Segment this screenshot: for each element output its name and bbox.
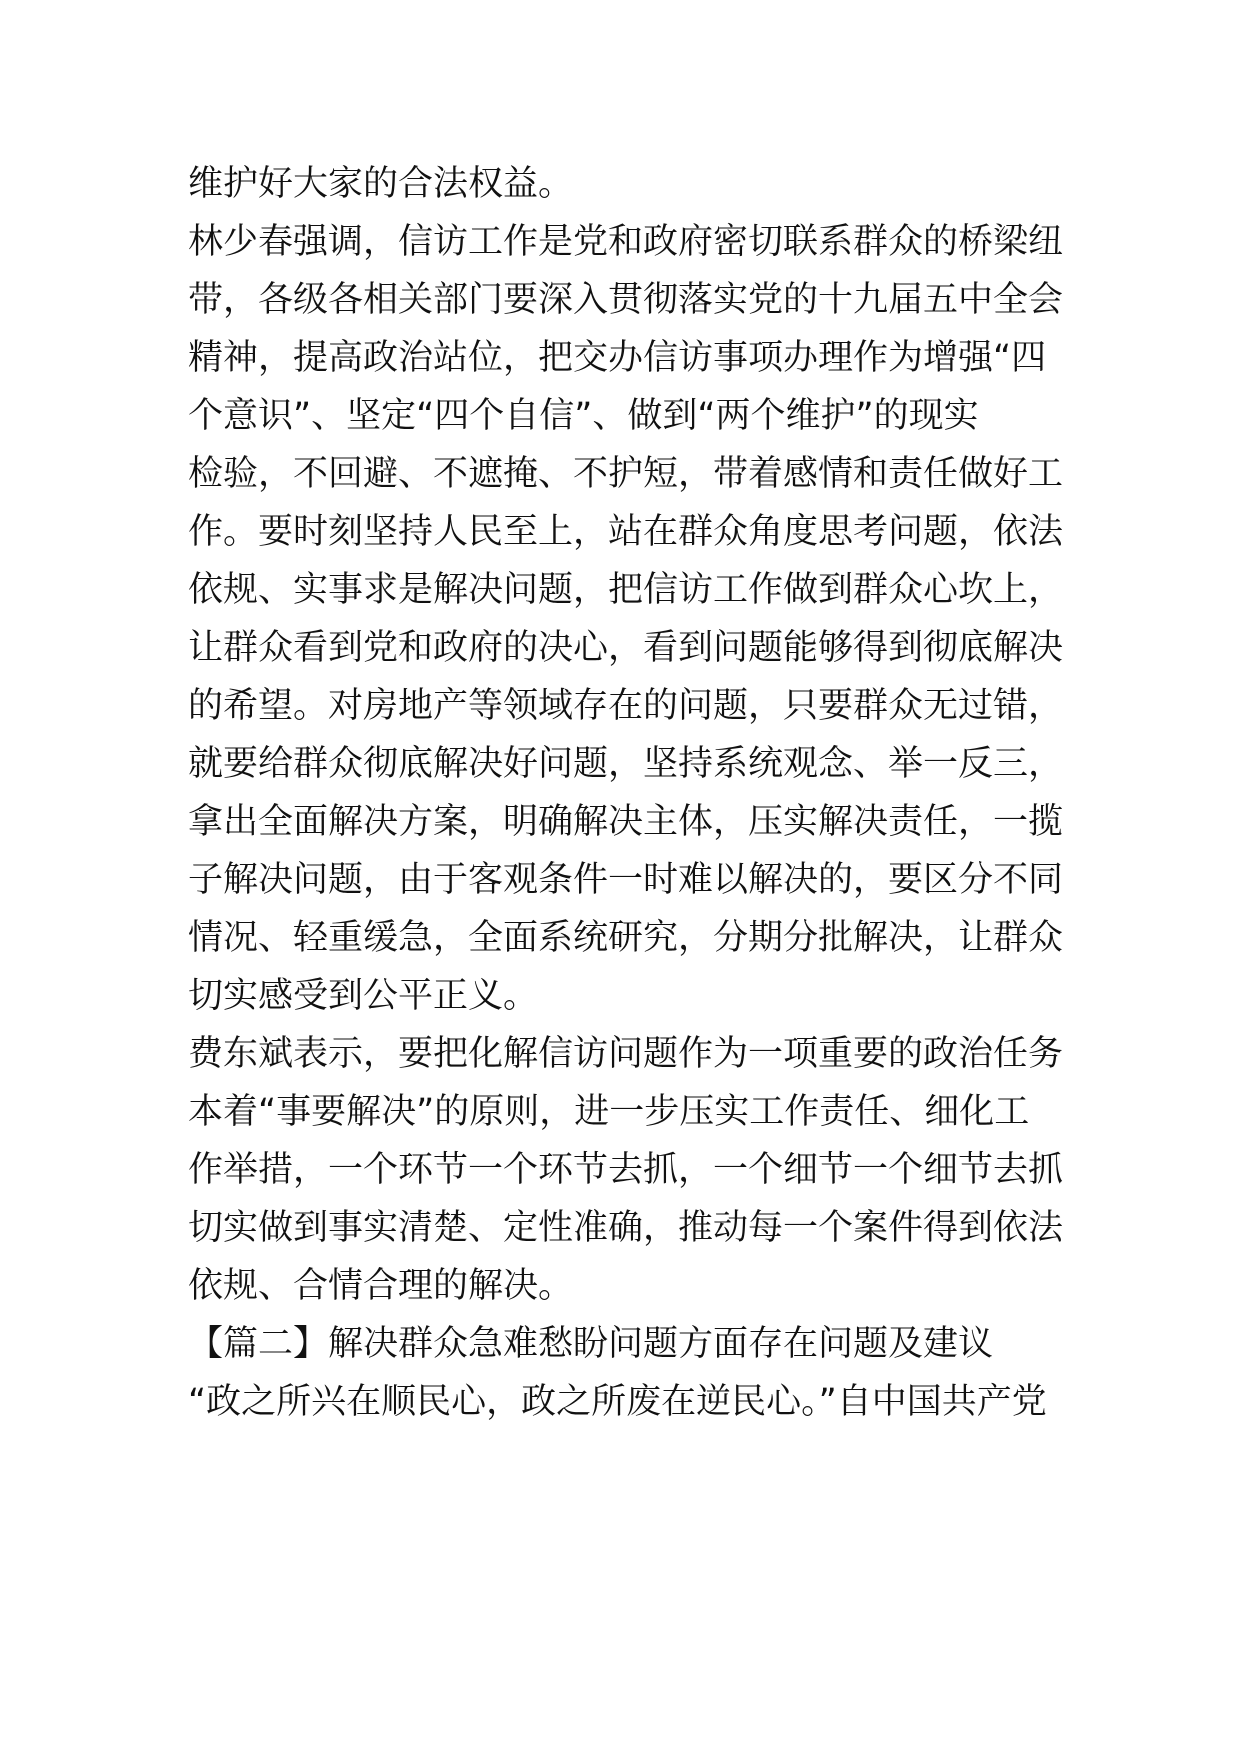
text-line: 拿出全面解决方案，明确解决主体，压实解决责任，一揽 — [188, 802, 1064, 842]
text-line: 切实感受到公平正义。 — [188, 976, 539, 1016]
text-line: 依规、实事求是解决问题，把信访工作做到群众心坎上， — [188, 570, 1064, 610]
text-line: 检验，不回避、不遮掩、不护短，带着感情和责任做好工 — [188, 454, 1064, 494]
text-line: 就要给群众彻底解决好问题，坚持系统观念、举一反三， — [188, 744, 1064, 784]
section-heading: 【篇二】解决群众急难愁盼问题方面存在问题及建议 — [188, 1324, 994, 1364]
text-line: 本着“事要解决”的原则，进一步压实工作责任、细化工 — [188, 1092, 1030, 1132]
text-line: 依规、合情合理的解决。 — [188, 1266, 574, 1306]
text-line: 的希望。对房地产等领域存在的问题，只要群众无过错， — [188, 686, 1064, 726]
text-line: 作。要时刻坚持人民至上，站在群众角度思考问题，依法 — [188, 512, 1064, 552]
text-line: 维护好大家的合法权益。 — [188, 164, 574, 204]
text-line: 林少春强调，信访工作是党和政府密切联系群众的桥梁纽 — [188, 222, 1064, 262]
text-line: 个意识”、坚定“四个自信”、做到“两个维护”的现实 — [188, 396, 979, 436]
text-line: 子解决问题，由于客观条件一时难以解决的，要区分不同 — [188, 860, 1064, 900]
text-line: 作举措，一个环节一个环节去抓，一个细节一个细节去抓 — [188, 1150, 1064, 1190]
text-line: “政之所兴在顺民心，政之所废在逆民心。”自中国共产党 — [188, 1382, 1047, 1422]
text-line: 让群众看到党和政府的决心，看到问题能够得到彻底解决 — [188, 628, 1064, 668]
text-line: 精神，提高政治站位，把交办信访事项办理作为增强“四 — [188, 338, 1047, 378]
text-line: 情况、轻重缓急，全面系统研究，分期分批解决，让群众 — [188, 918, 1064, 958]
text-line: 费东斌表示，要把化解信访问题作为一项重要的政治任务 — [188, 1034, 1064, 1074]
text-line: 切实做到事实清楚、定性准确，推动每一个案件得到依法 — [188, 1208, 1064, 1248]
text-line: 带，各级各相关部门要深入贯彻落实党的十九届五中全会 — [188, 280, 1064, 320]
